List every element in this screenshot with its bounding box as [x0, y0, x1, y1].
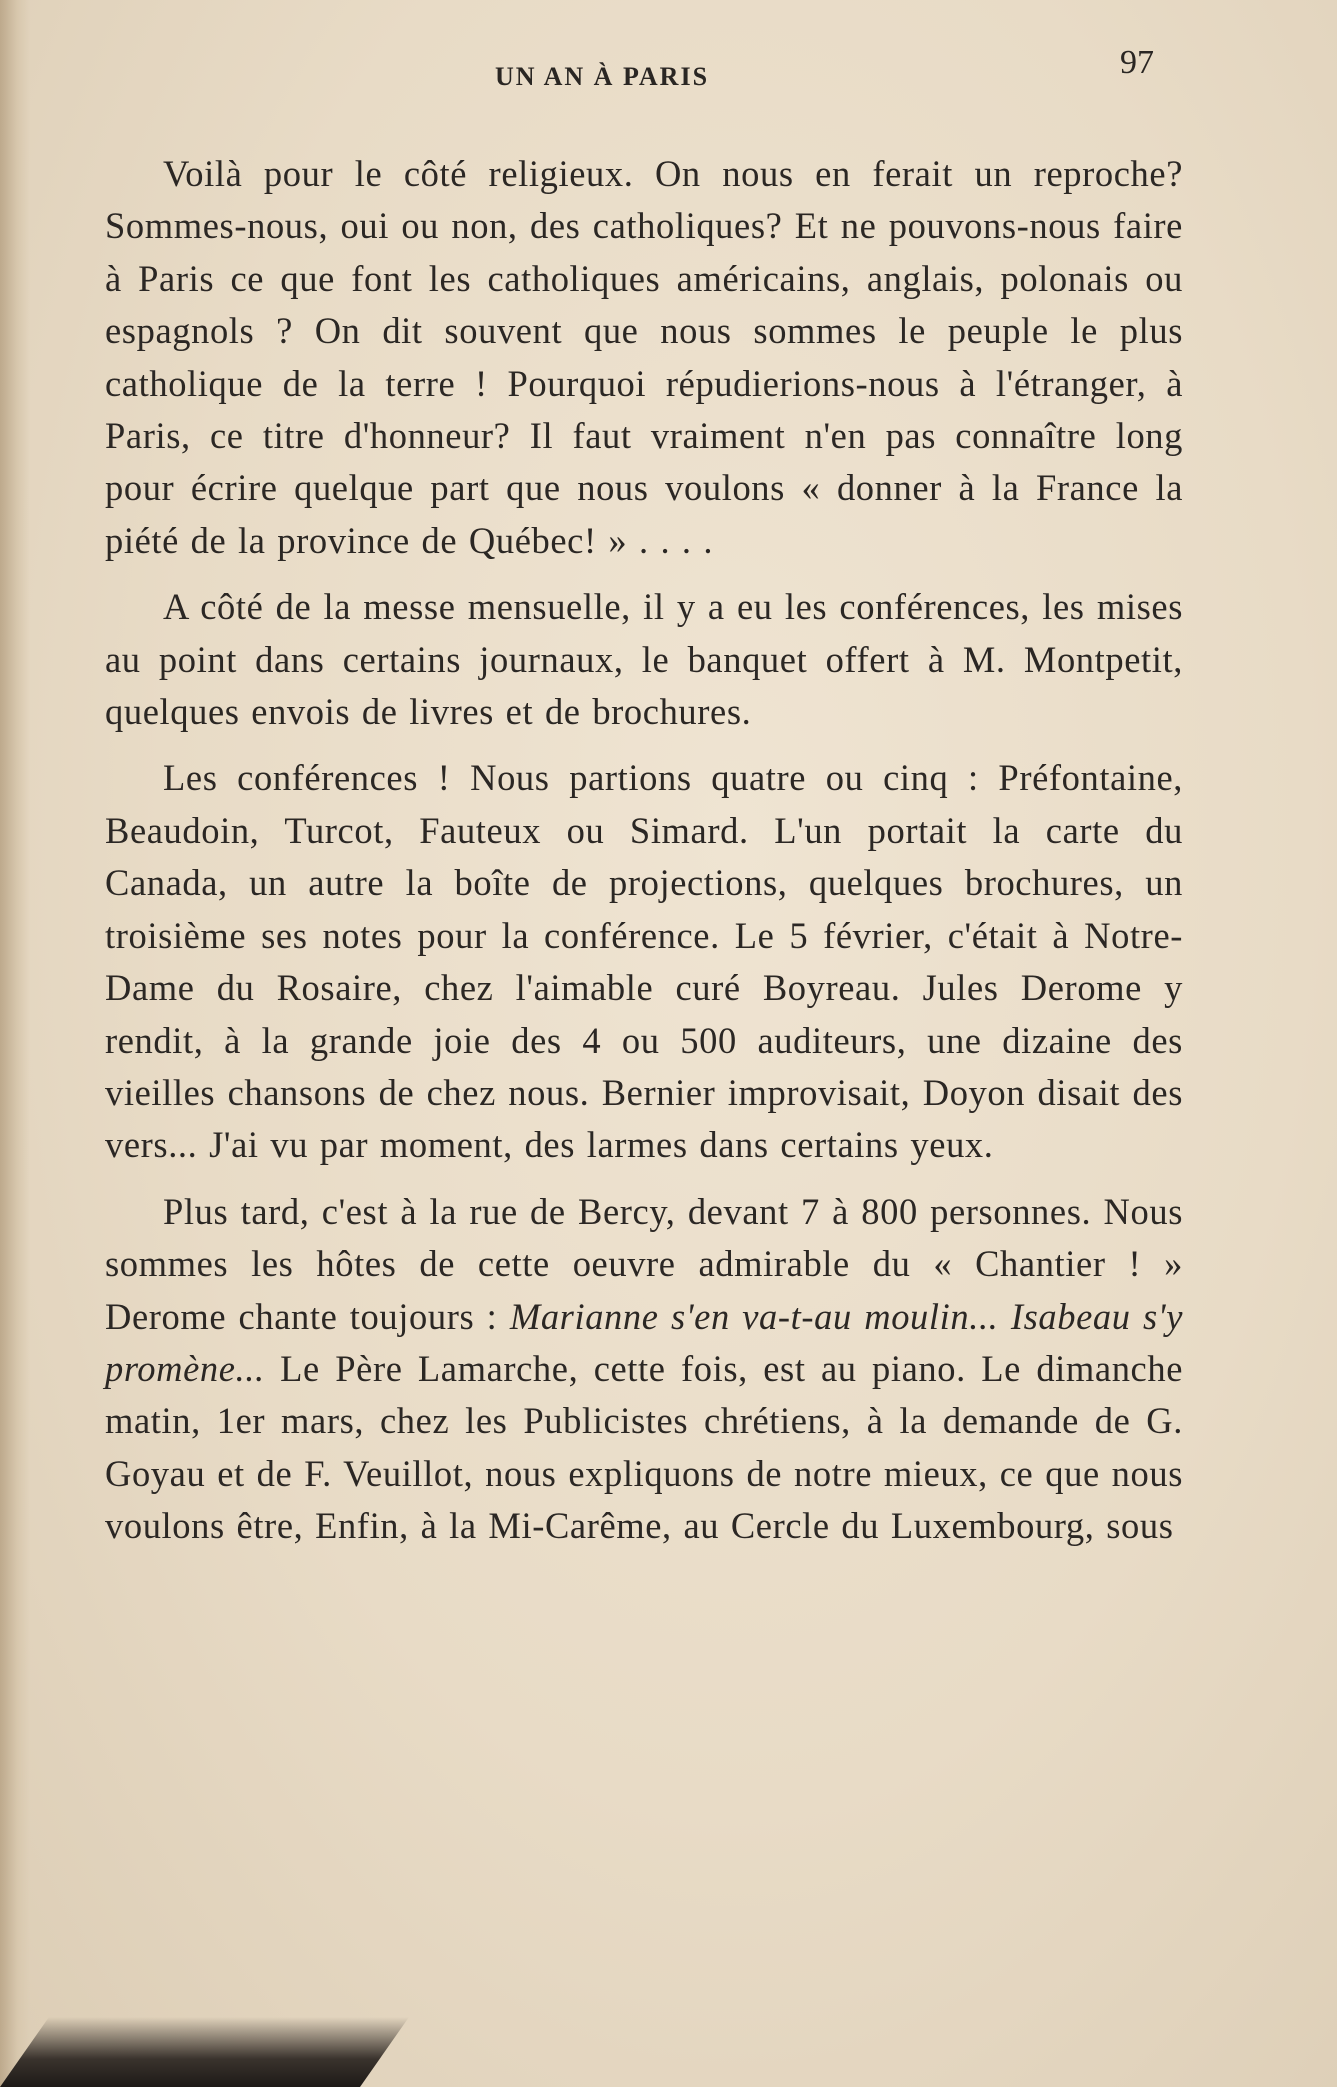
page-edge-shadow — [0, 0, 30, 2087]
running-head: UN AN À PARIS — [495, 62, 710, 91]
binding-shadow — [0, 2017, 409, 2087]
paragraph-1: Voilà pour le côté religieux. On nous en ferait un reproche? Sommes-nous, oui ou non, des catholiques? Et ne pouvons-nous faire à Paris ce que font les catholiques américains, anglais, polonais ou espagnols ? On dit souvent que nous sommes le peuple le plus catholique de la terre ! Pourquoi répudierions-nous à l'étranger, à Paris, ce titre d'honneur? Il faut vraiment n'en pas connaître long pour écrire quelque part que nous voulons « donner à la France la piété de la province de Québec! » . . . . — [105, 153, 1183, 561]
paragraph-4-part-a: Plus tard, c'est à la rue de Bercy, devant 7 à 800 personnes. Nous sommes les hôtes de cette oeuvre admirable du « Chantier ! » Derome chante toujours : — [105, 1190, 1183, 1337]
song-titles: Marianne s'en va-t-au moulin... Isabeau s'y promène... — [105, 1295, 1183, 1389]
page-number: 97 — [1120, 44, 1154, 81]
paragraph-4-part-b: Le Père Lamarche, cette fois, est au piano. Le dimanche matin, 1er mars, chez les Publicistes chrétiens, à la demande de G. Goyau et de F. Veuillot, nous expliquons de notre mieux, ce que nous voulons être, Enfin, à la Mi-Carême, au Cercle du Luxembourg, sous — [105, 1347, 1184, 1547]
paragraph-4 — [105, 1186, 1183, 1553]
paragraph-2: A côté de la messe mensuelle, il y a eu les conférences, les mises au point dans certains journaux, le banquet offert à M. Montpetit, quelques envois de livres et de brochures. — [105, 586, 1183, 733]
body-text — [105, 148, 1183, 1567]
paragraph-3: Les conférences ! Nous partions quatre ou cinq : Préfontaine, Beaudoin, Turcot, Fauteux ou Simard. L'un portait la carte du Canada, un autre la boîte de projections, quelques brochures, un troisième ses notes pour la conférence. Le 5 février, c'était à Notre-Dame du Rosaire, chez l'aimable curé Boyreau. Jules Derome y rendit, à la grande joie des 4 ou 500 auditeurs, une dizaine des vieilles chansons de chez nous. Bernier improvisait, Doyon disait des vers... J'ai vu par moment, des larmes dans certains yeux. — [105, 757, 1183, 1166]
